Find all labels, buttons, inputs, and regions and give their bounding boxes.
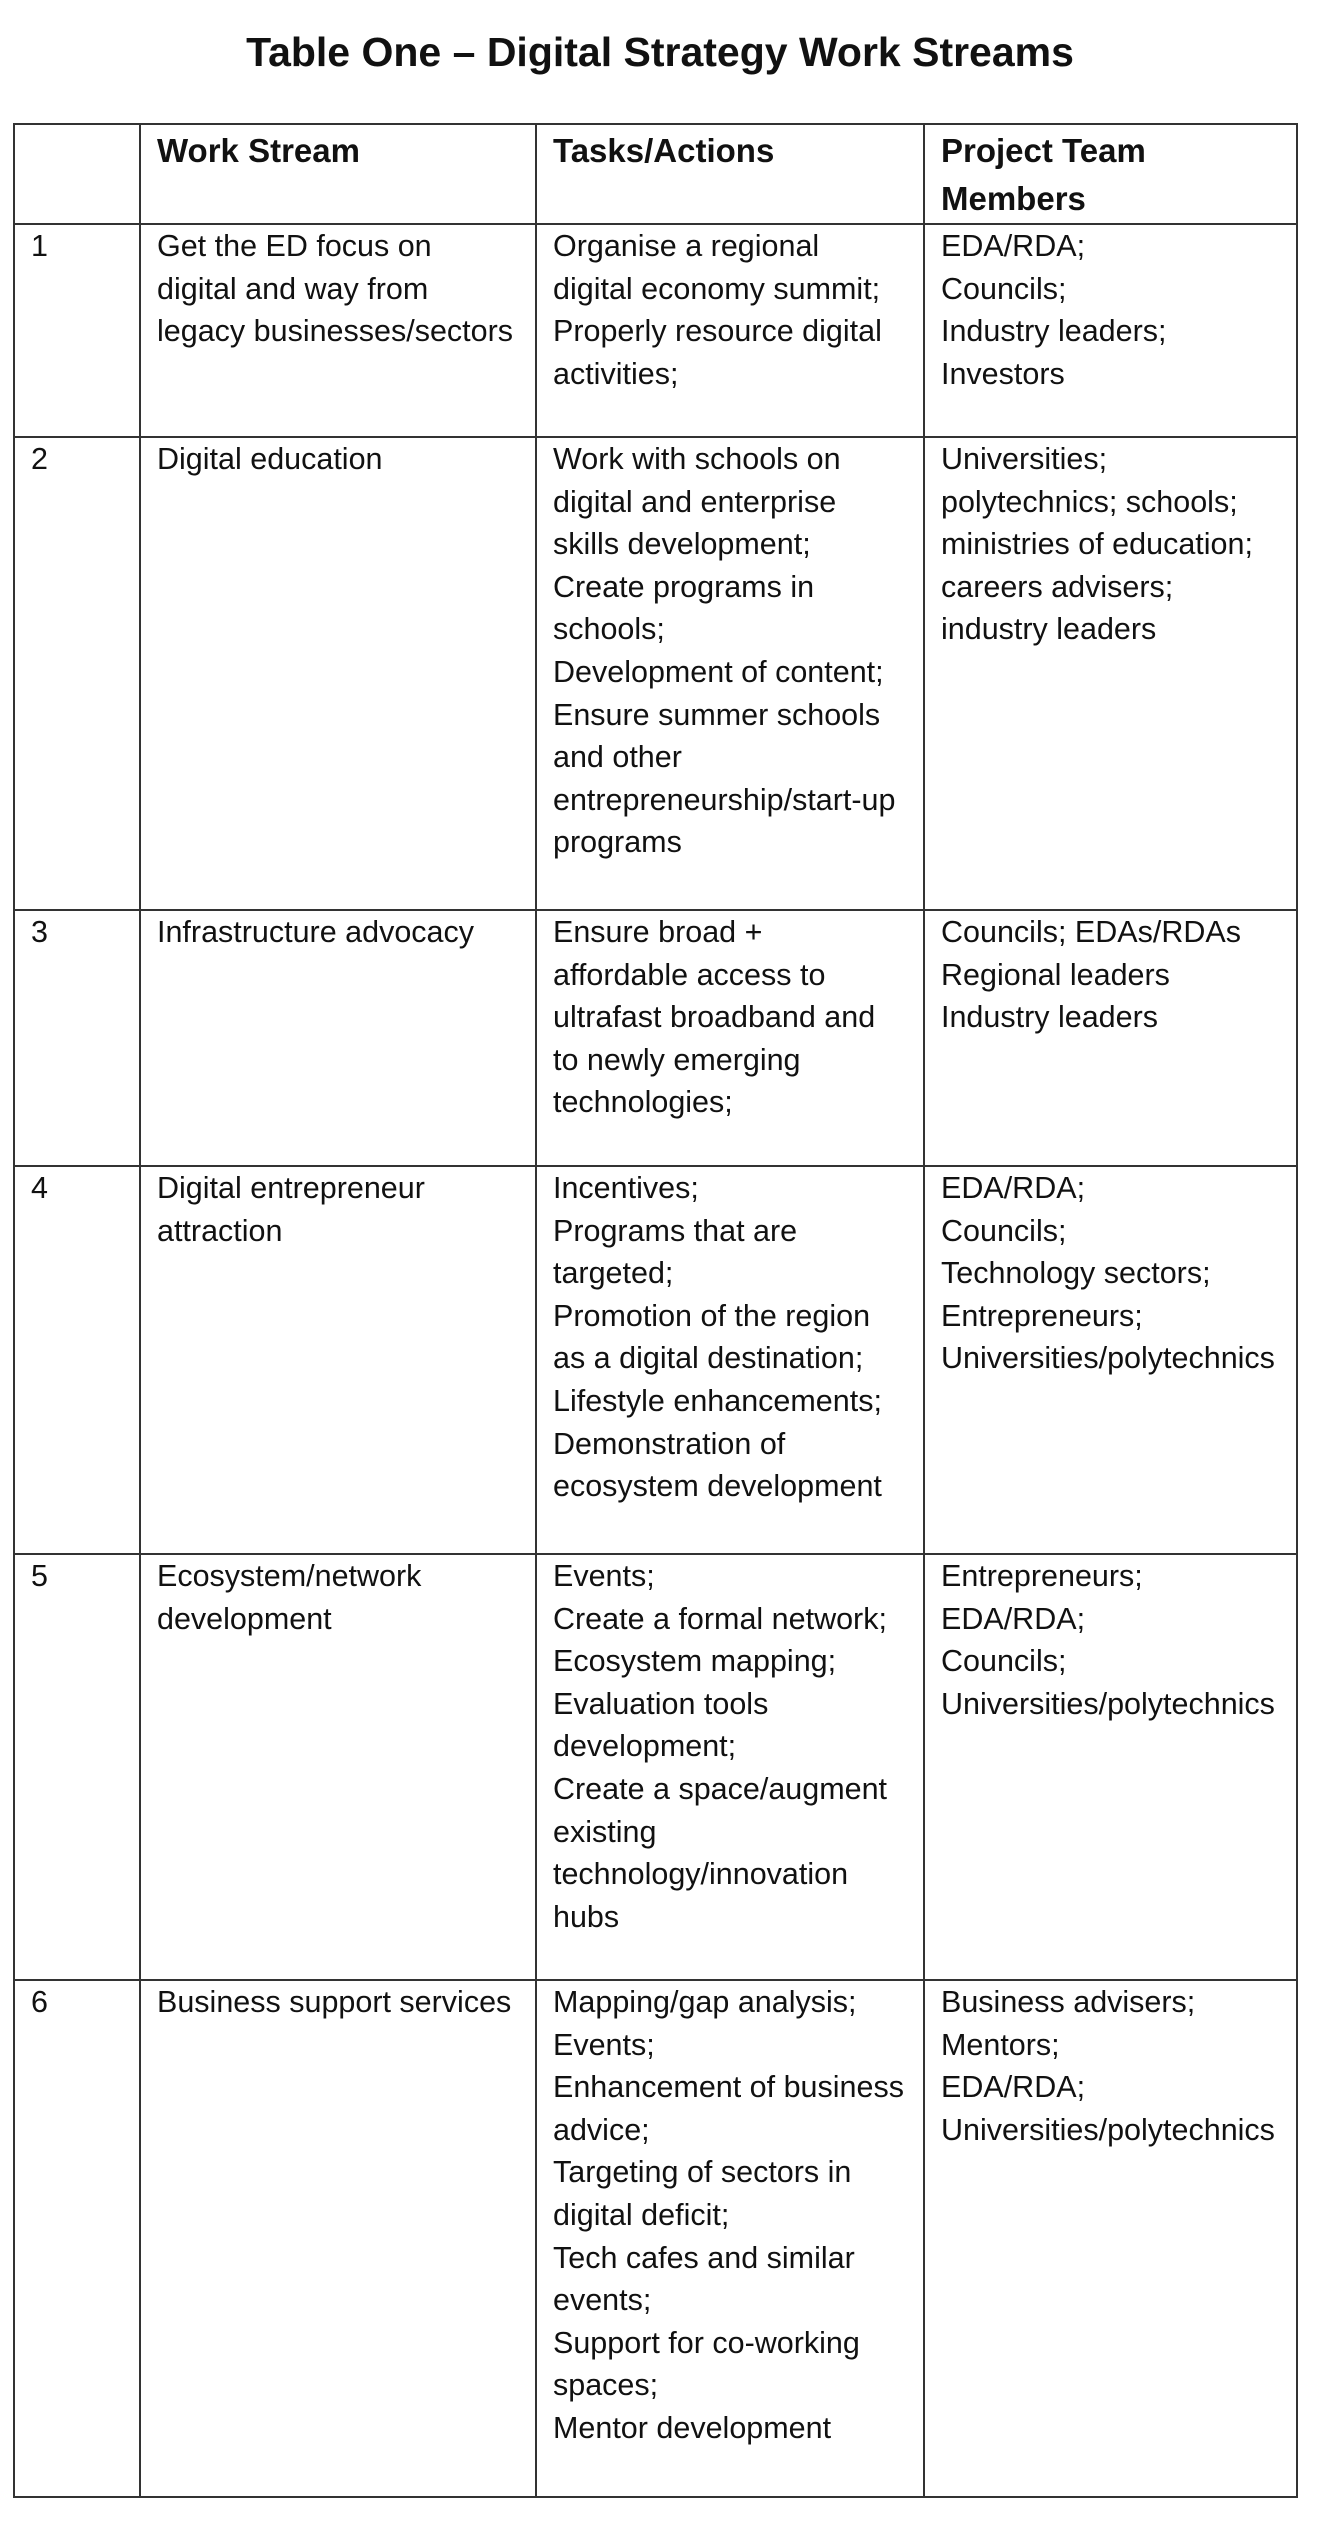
members-cell — [924, 910, 1297, 1166]
work-stream-line: legacy businesses/sectors — [157, 314, 514, 349]
members-line: Industry leaders — [941, 1000, 1158, 1035]
tasks-line: Incentives; — [553, 1171, 699, 1205]
header-work-stream: Work Stream — [140, 124, 536, 224]
tasks-line: Create programs in — [553, 569, 815, 604]
tasks-line: Events; — [553, 1559, 655, 1593]
work-stream-line: Digital entrepreneur — [157, 1171, 425, 1205]
members-line: Councils; — [941, 1213, 1067, 1248]
work-streams-table — [13, 123, 1298, 2498]
members-line: Technology sectors; — [941, 1256, 1211, 1291]
tasks-cell — [536, 1980, 924, 2497]
tasks-line: development; — [553, 1729, 737, 1764]
header-members-line: Project Team — [941, 132, 1146, 169]
members-line: Entrepreneurs; — [941, 1298, 1143, 1333]
members-line: Regional leaders — [941, 957, 1170, 992]
row-number-cell: 4 — [14, 1166, 140, 1554]
tasks-line: ecosystem development — [553, 1469, 882, 1504]
tasks-line: Targeting of sectors in — [553, 2155, 852, 2190]
tasks-cell — [536, 1554, 924, 1980]
members-cell — [924, 1554, 1297, 1980]
table-row — [14, 1554, 1297, 1980]
work-stream-line: Ecosystem/network — [157, 1559, 422, 1593]
members-line: Entrepreneurs; — [941, 1559, 1143, 1593]
work-stream-line: Digital education — [157, 442, 383, 476]
tasks-line: Events; — [553, 2027, 655, 2062]
tasks-line: events; — [553, 2283, 652, 2318]
tasks-line: Mapping/gap analysis; — [553, 1985, 857, 2019]
header-members-line: Members — [941, 180, 1086, 217]
tasks-line: Work with schools on — [553, 442, 841, 476]
tasks-line: digital deficit; — [553, 2197, 730, 2232]
row-number-cell: 3 — [14, 910, 140, 1166]
tasks-line: Lifestyle enhancements; — [553, 1383, 882, 1418]
members-line: polytechnics; schools; — [941, 484, 1238, 519]
work-stream-cell — [140, 910, 536, 1166]
tasks-line: Demonstration of — [553, 1426, 786, 1461]
tasks-cell — [536, 437, 924, 910]
members-line: Universities/polytechnics — [941, 1686, 1275, 1721]
members-line: Councils; — [941, 271, 1067, 306]
members-line: EDA/RDA; — [941, 1601, 1086, 1636]
tasks-line: Ensure summer schools — [553, 697, 881, 732]
members-line: Investors — [941, 356, 1065, 391]
tasks-line: Evaluation tools — [553, 1686, 769, 1721]
header-tasks-actions: Tasks/Actions — [536, 124, 924, 224]
work-stream-cell — [140, 224, 536, 437]
header-number — [14, 124, 140, 224]
tasks-line: to newly emerging — [553, 1042, 801, 1077]
tasks-cell — [536, 910, 924, 1166]
tasks-line: Programs that are — [553, 1213, 798, 1248]
work-stream-line: attraction — [157, 1213, 283, 1248]
members-line: ministries of education; — [941, 527, 1253, 562]
table-row — [14, 437, 1297, 910]
row-number-cell: 6 — [14, 1980, 140, 2497]
work-stream-cell — [140, 1980, 536, 2497]
tasks-line: technology/innovation — [553, 1857, 849, 1892]
row-number-cell: 5 — [14, 1554, 140, 1980]
members-line: EDA/RDA; — [941, 2070, 1086, 2105]
table-row — [14, 1166, 1297, 1554]
tasks-line: Mentor development — [553, 2410, 832, 2445]
tasks-line: affordable access to — [553, 957, 826, 992]
members-line: Universities/polytechnics — [941, 2112, 1275, 2147]
work-stream-cell — [140, 1166, 536, 1554]
members-line: Industry leaders; — [941, 314, 1167, 349]
members-cell — [924, 224, 1297, 437]
members-cell — [924, 437, 1297, 910]
tasks-line: advice; — [553, 2112, 650, 2147]
tasks-line: Create a space/augment — [553, 1771, 888, 1806]
work-stream-line: Infrastructure advocacy — [157, 915, 475, 949]
tasks-line: Tech cafes and similar — [553, 2240, 855, 2275]
members-line: Mentors; — [941, 2027, 1060, 2062]
tasks-line: schools; — [553, 612, 665, 647]
tasks-cell — [536, 224, 924, 437]
members-line: industry leaders — [941, 612, 1157, 647]
tasks-line: entrepreneurship/start-up — [553, 782, 896, 817]
tasks-line: hubs — [553, 1899, 620, 1934]
tasks-line: Properly resource digital — [553, 314, 882, 349]
tasks-line: and other — [553, 740, 682, 775]
members-line: EDA/RDA; — [941, 229, 1086, 263]
tasks-line: Ecosystem mapping; — [553, 1644, 837, 1679]
members-line: Councils; — [941, 1644, 1067, 1679]
work-stream-cell — [140, 437, 536, 910]
members-line: Councils; EDAs/RDAs — [941, 915, 1241, 949]
work-stream-line: Business support services — [157, 1985, 512, 2019]
tasks-line: spaces; — [553, 2368, 659, 2403]
table-row — [14, 224, 1297, 437]
work-stream-line: digital and way from — [157, 271, 429, 306]
tasks-line: activities; — [553, 356, 679, 391]
members-line: Universities; — [941, 442, 1108, 476]
tasks-line: technologies; — [553, 1085, 733, 1120]
work-stream-cell — [140, 1554, 536, 1980]
tasks-line: ultrafast broadband and — [553, 1000, 876, 1035]
tasks-line: as a digital destination; — [553, 1341, 864, 1376]
members-line: careers advisers; — [941, 569, 1174, 604]
tasks-line: digital economy summit; — [553, 271, 881, 306]
row-number-cell: 2 — [14, 437, 140, 910]
table-header-row — [14, 124, 1297, 224]
tasks-line: digital and enterprise — [553, 484, 837, 519]
row-number-cell: 1 — [14, 224, 140, 437]
header-project-team-members — [924, 124, 1297, 224]
tasks-line: Enhancement of business — [553, 2070, 904, 2105]
tasks-line: programs — [553, 825, 682, 860]
table-row — [14, 910, 1297, 1166]
members-cell — [924, 1166, 1297, 1554]
members-line: Universities/polytechnics — [941, 1341, 1275, 1376]
tasks-line: skills development; — [553, 527, 811, 562]
tasks-line: targeted; — [553, 1256, 674, 1291]
tasks-line: existing — [553, 1814, 657, 1849]
members-cell — [924, 1980, 1297, 2497]
tasks-cell — [536, 1166, 924, 1554]
tasks-line: Ensure broad + — [553, 915, 763, 949]
members-line: Business advisers; — [941, 1985, 1196, 2019]
tasks-line: Organise a regional — [553, 229, 820, 263]
table-row — [14, 1980, 1297, 2497]
tasks-line: Support for co-working — [553, 2325, 860, 2360]
tasks-line: Development of content; — [553, 654, 884, 689]
page-title: Table One – Digital Strategy Work Streams — [246, 29, 1074, 75]
tasks-line: Promotion of the region — [553, 1298, 871, 1333]
members-line: EDA/RDA; — [941, 1171, 1086, 1205]
table-body — [14, 224, 1297, 2497]
tasks-line: Create a formal network; — [553, 1601, 887, 1636]
work-stream-line: development — [157, 1601, 332, 1636]
work-stream-line: Get the ED focus on — [157, 229, 432, 263]
